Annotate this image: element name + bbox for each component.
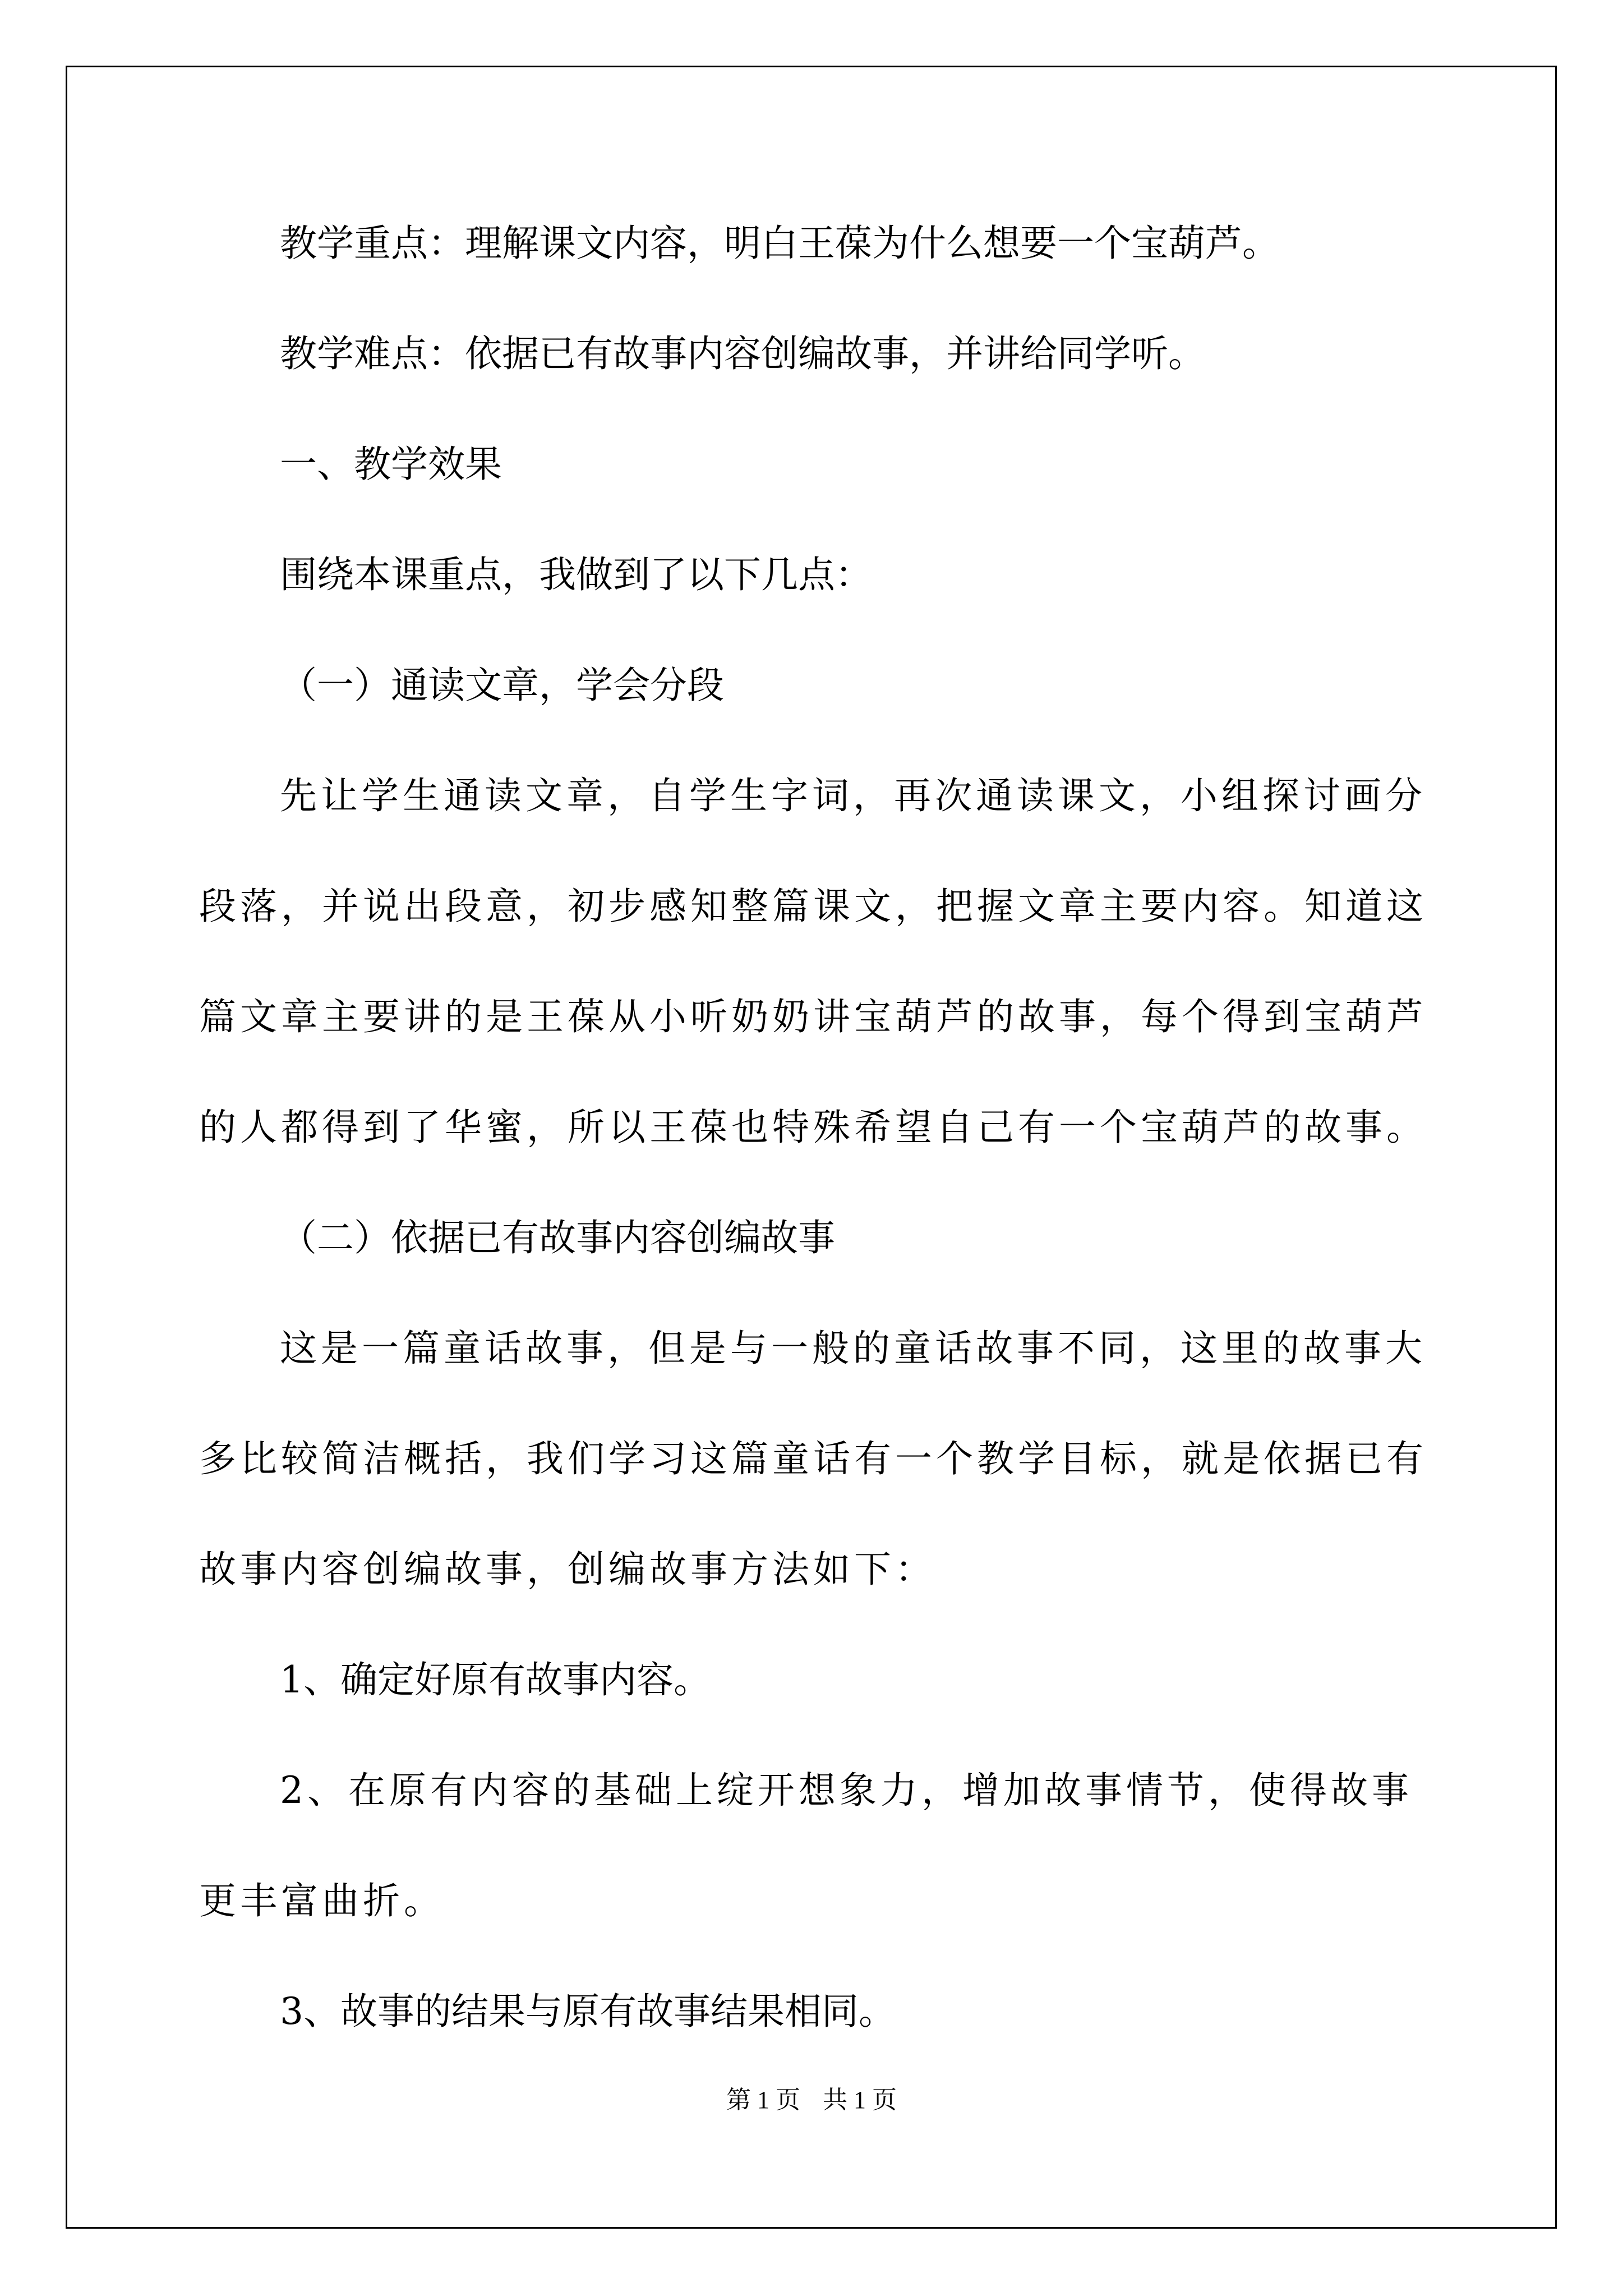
list-item-2: 2、在原有内容的基础上绽开想象力，增加故事情节，使得故事更丰富曲折。 <box>199 1769 1413 1922</box>
page-footer <box>0 2083 1623 2117</box>
body-paragraph-2: 这是一篇童话故事，但是与一般的童话故事不同，这里的故事大多比较简洁概括，我们学习这篇童话有一个教学目标，就是依据已有故事内容创编故事，创编故事方法如下： <box>199 1327 1427 1591</box>
intro-paragraph: 围绕本课重点，我做到了以下几点： <box>280 553 872 596</box>
list-item-1: 1、确定好原有故事内容。 <box>280 1658 711 1701</box>
page-number: 第 1 页 <box>726 2086 800 2114</box>
subsection-heading-2: （二）依据已有故事内容创编故事 <box>280 1216 835 1259</box>
section-heading: 一、教学效果 <box>280 443 502 486</box>
subsection-heading-1: （一）通读文章，学会分段 <box>280 664 724 707</box>
key-point-paragraph: 教学重点：理解课文内容，明白王葆为什么想要一个宝葫芦。 <box>280 222 1279 265</box>
body-paragraph-1: 先让学生通读文章，自学生字词，再次通读课文，小组探讨画分段落，并说出段意，初步感知整篇课文，把握文章主要内容。知道这篇文章主要讲的是王葆从小听奶奶讲宝葫芦的故事，每个得到宝葫芦的人都得到了华蜜，所以王葆也特殊希望自己有一个宝葫芦的故事。 <box>199 774 1427 1149</box>
page-total: 共 1 页 <box>823 2086 897 2114</box>
document-body <box>199 188 1433 2067</box>
list-item-3: 3、故事的结果与原有故事结果相同。 <box>280 1990 896 2033</box>
difficulty-paragraph: 教学难点：依据已有故事内容创编故事，并讲给同学听。 <box>280 332 1205 375</box>
